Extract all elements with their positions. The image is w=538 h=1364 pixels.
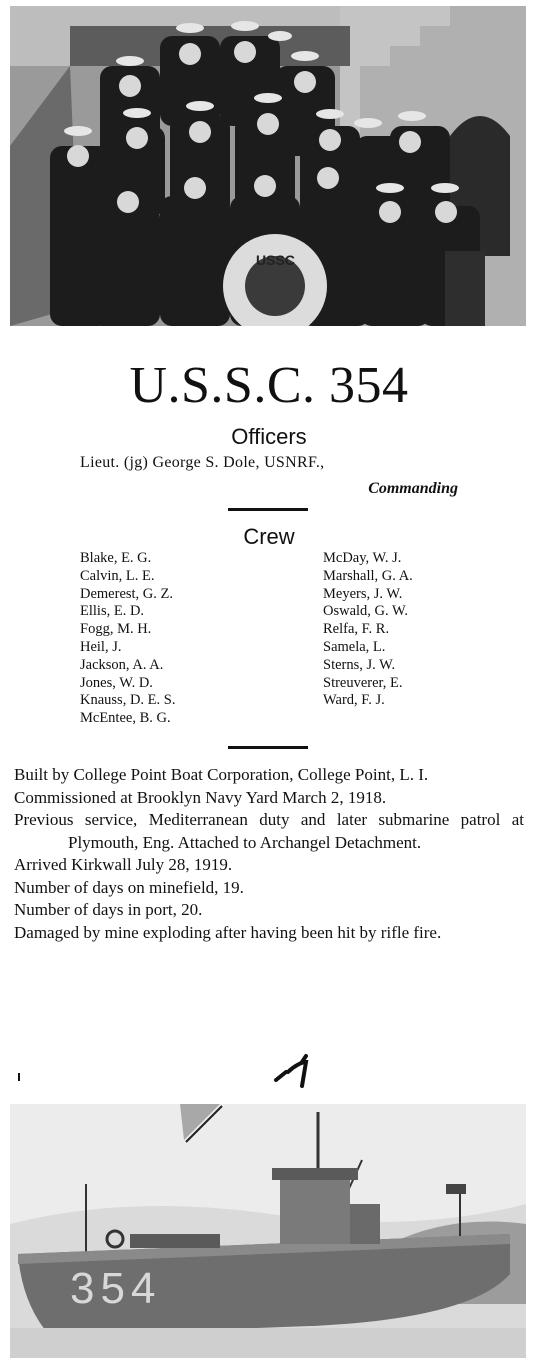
crew-member: Jackson, A. A. (80, 656, 164, 673)
crew-group-photo (10, 6, 526, 326)
fact-item: Commissioned at Brooklyn Navy Yard March 2, 1918. (14, 787, 387, 807)
ink-mark (270, 1046, 320, 1090)
crew-member: Fogg, M. H. (80, 621, 152, 638)
service-facts (14, 764, 524, 944)
crew-member: Meyers, J. W. (323, 585, 403, 602)
crew-member: Demerest, G. Z. (80, 585, 174, 602)
crew-member: Ellis, E. D. (80, 603, 145, 620)
crew-list-right (323, 550, 413, 710)
fact-item: Damaged by mine exploding after having been hit by rifle fire. (14, 922, 442, 942)
crew-member: Marshall, G. A. (323, 567, 413, 584)
page-title: U.S.S.C. 354 (129, 357, 409, 414)
fact-item: Previous service, Mediterranean duty and later submarine patrol at Plymouth, Eng. Attached to Archangel Detachment. (14, 810, 524, 852)
crew-member: Relfa, F. R. (323, 621, 390, 638)
crew-member: Streuverer, E. (323, 674, 403, 691)
crew-member: Sterns, J. W. (323, 656, 396, 673)
crew-member: Blake, E. G. (80, 550, 152, 566)
crew-member: Calvin, L. E. (80, 567, 155, 584)
commanding-officer: Lieut. (jg) George S. Dole, USNRF., (80, 454, 325, 471)
officer-role: Commanding (368, 480, 458, 497)
crew-member: Knauss, D. E. S. (80, 692, 176, 709)
crew-member: Oswald, G. W. (323, 603, 408, 620)
crew-member: Jones, W. D. (80, 674, 153, 691)
boat-photo (10, 1104, 526, 1358)
ink-tick (18, 1073, 20, 1081)
fact-item: Number of days on minefield, 19. (14, 877, 244, 897)
hull-number: 354 (70, 1264, 162, 1313)
fact-item: Number of days in port, 20. (14, 900, 203, 919)
crew-member: Ward, F. J. (323, 692, 385, 709)
crew-member: Samela, L. (323, 638, 386, 655)
divider-rule (228, 508, 308, 511)
officers-heading: Officers (231, 424, 307, 449)
crew-heading: Crew (243, 524, 295, 549)
fact-item: Built by College Point Boat Corporation, College Point, L. I. (14, 765, 429, 784)
crew-member: Heil, J. (80, 638, 122, 655)
crew-member: McDay, W. J. (323, 550, 402, 566)
divider-rule (228, 746, 308, 749)
crew-list-left (80, 550, 175, 728)
crew-member: McEntee, B. G. (80, 710, 171, 727)
lifebuoy-text: USSC (256, 252, 295, 268)
fact-item: Arrived Kirkwall July 28, 1919. (14, 855, 233, 874)
